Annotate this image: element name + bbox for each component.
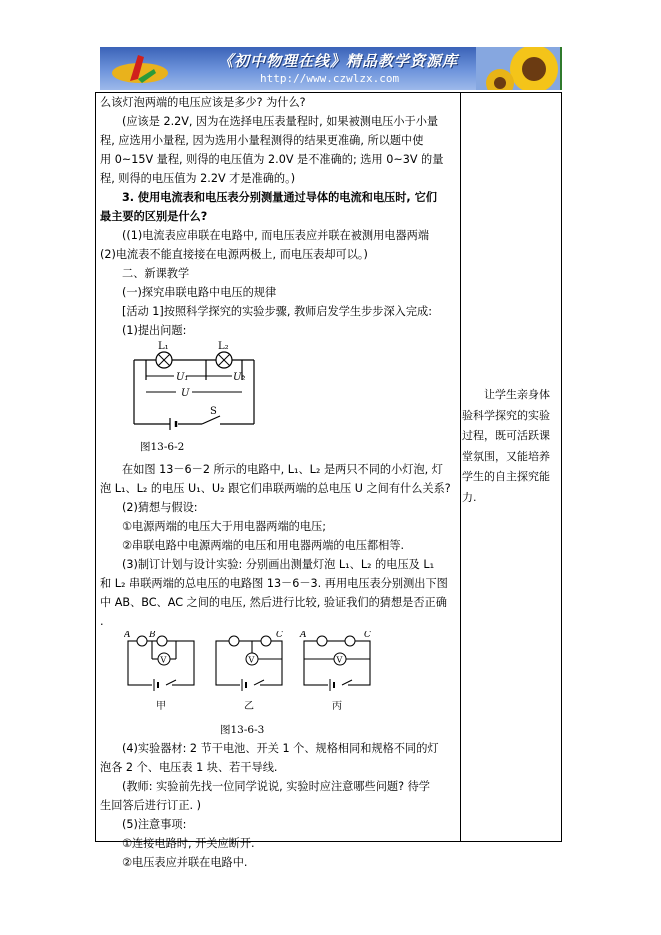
text-line: 泡各 2 个、电压表 1 块、若干导线. <box>100 761 278 774</box>
point-b: B <box>149 631 156 640</box>
label-l2: L₂ <box>218 341 229 352</box>
voltmeter-label: V <box>160 655 167 665</box>
header-banner <box>100 47 562 90</box>
circuit-bing <box>299 631 371 712</box>
label-u1: U₁ <box>176 372 189 383</box>
point-a: A <box>300 631 307 640</box>
circuit-label-jia: 甲 <box>156 701 166 712</box>
section-heading: 二、新课教学 <box>122 267 190 280</box>
text-line: 中 AB、BC、AC 之间的电压, 然后进行比较, 验证我们的猜想是否正确 <box>100 596 447 609</box>
label-u: U <box>181 388 190 399</box>
label-u2: U₂ <box>233 372 246 383</box>
text-line: ((1)电流表应串联在电路中, 而电压表应并联在被测用电器两端 <box>122 229 430 242</box>
text-line: (1)提出问题: <box>122 324 187 337</box>
point-c: C <box>276 631 283 640</box>
circuit-diagrams-13-6-3 <box>124 631 384 739</box>
lamp-l2-icon <box>216 352 232 368</box>
text-line: 用 0~15V 量程, 则得的电压值为 2.0V 是不准确的; 选用 0~3V 的量 <box>100 153 444 166</box>
teaching-note <box>462 385 558 508</box>
text-line: . <box>100 615 104 628</box>
text-line: (5)注意事项: <box>122 818 187 831</box>
voltmeter-label: V <box>336 655 343 665</box>
text-line: 程, 则得的电压值为 2.2V 才是准确的。) <box>100 172 296 185</box>
point-a: A <box>124 631 131 640</box>
text-line: (教师: 实验前先找一位同学说说, 实验时应注意哪些问题? 待学 <box>122 780 430 793</box>
text-line: 和 L₂ 串联两端的总电压的电路图 13－6－3. 再用电压表分别测出下图 <box>100 577 448 590</box>
text-line: ①连接电路时, 开关应断开. <box>122 837 255 850</box>
circuit-yi <box>216 631 283 712</box>
circuit-jia <box>124 631 194 712</box>
site-logo-icon <box>108 51 172 87</box>
text-line: 泡 L₁、L₂ 的电压 U₁、U₂ 跟它们串联两端的总电压 U 之间有什么关系? <box>100 482 451 495</box>
teaching-note-text: 让学生亲身体验科学探究的实验过程，既可活跃课堂氛围，又能培养学生的自主探究能力. <box>462 388 550 504</box>
circuit-label-bing: 丙 <box>332 701 342 712</box>
figure-caption: 图13-6-2 <box>140 441 185 453</box>
figure-caption: 图13-6-3 <box>220 724 265 736</box>
question-line: 3. 使用电流表和电压表分别测量通过导体的电流和电压时, 它们 <box>122 191 437 204</box>
question-line: 最主要的区别是什么? <box>100 210 208 223</box>
circuit-label-yi: 乙 <box>244 701 254 712</box>
label-l1: L₁ <box>158 341 169 352</box>
text-line: ②串联电路中电源两端的电压和用电器两端的电压都相等. <box>122 539 405 552</box>
circuit-diagram-13-6-2 <box>124 340 264 460</box>
text-line: 在如图 13－6－2 所示的电路中, L₁、L₂ 是两只不同的小灯泡, 灯 <box>122 463 443 476</box>
banner-title: 《初中物理在线》精品教学资源库 <box>218 52 459 70</box>
voltmeter-label: V <box>248 655 255 665</box>
text-line: (3)制订计划与设计实验: 分别画出测量灯泡 L₁、L₂ 的电压及 L₁ <box>122 558 435 571</box>
point-c: C <box>364 631 371 640</box>
text-line: (4)实验器材: 2 节干电池、开关 1 个、规格相同和规格不同的灯 <box>122 742 439 755</box>
text-line: 么该灯泡两端的电压应该是多少? 为什么? <box>100 96 306 109</box>
text-line: (2)电流表不能直接接在电源两极上, 而电压表却可以。) <box>100 248 368 261</box>
lamp-l1-icon <box>156 352 172 368</box>
label-s: S <box>210 406 217 417</box>
text-line: (2)猜想与假设: <box>122 501 198 514</box>
sunflower-icon <box>476 47 562 90</box>
lesson-content <box>100 93 458 872</box>
text-line: 程, 应选用小量程, 因为选用小量程测得的结果更准确, 所以题中使 <box>100 134 424 147</box>
banner-url[interactable]: http://www.czwlzx.com <box>260 72 400 85</box>
text-line: 生回答后进行订正. ) <box>100 799 201 812</box>
text-line: [活动 1]按照科学探究的实验步骤, 教师启发学生步步深入完成: <box>122 305 432 318</box>
text-line: ②电压表应并联在电路中. <box>122 856 248 869</box>
subsection-heading: (一)探究串联电路中电压的规律 <box>122 286 277 299</box>
text-line: (应该是 2.2V, 因为在选择电压表量程时, 如果被测电压小于小量 <box>122 115 439 128</box>
text-line: ①电源两端的电压大于用电器两端的电压; <box>122 520 326 533</box>
